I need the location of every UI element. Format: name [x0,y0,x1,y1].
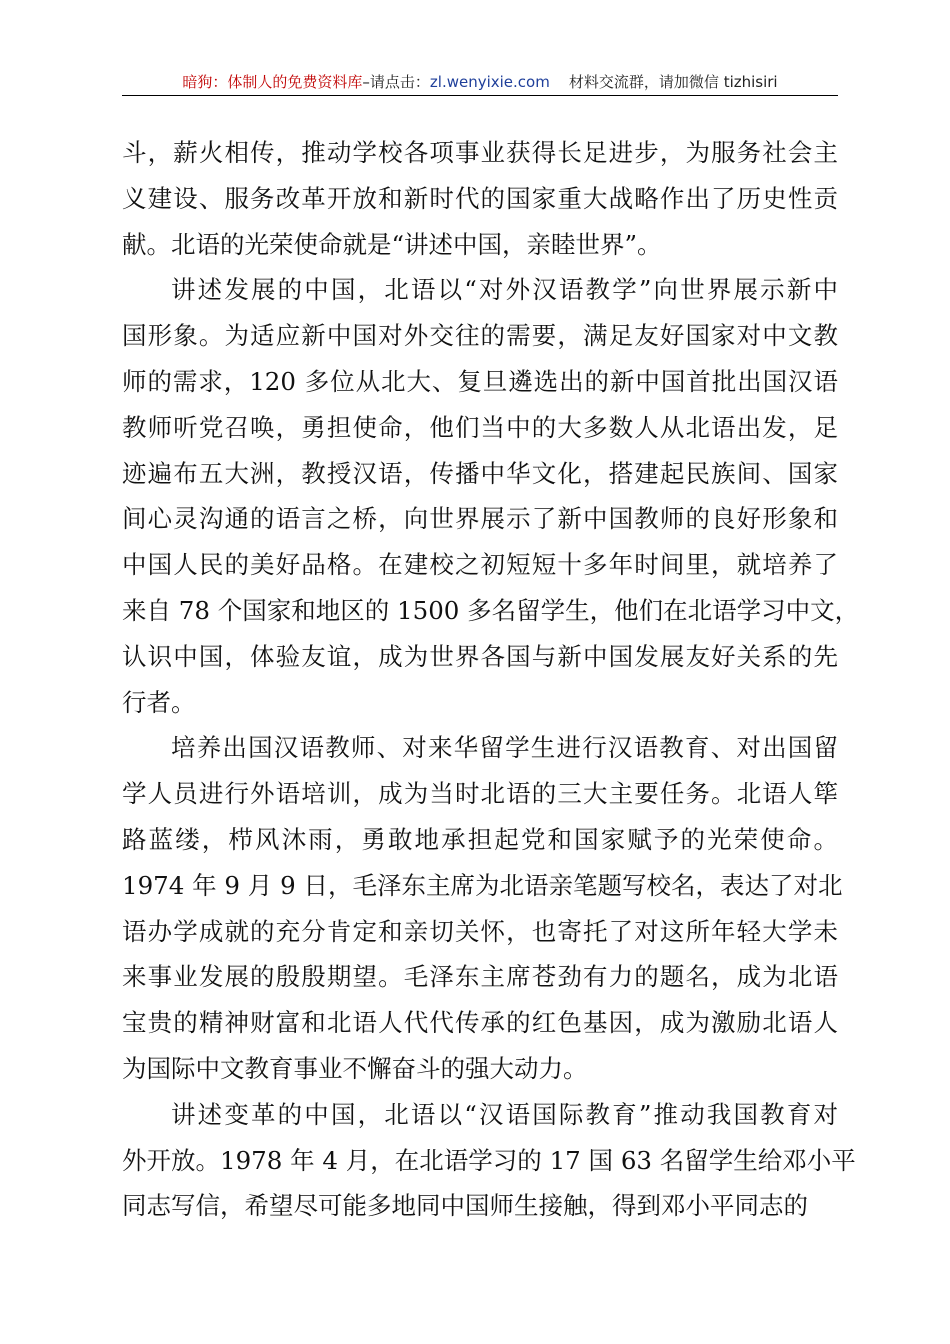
text-line: 来事业发展的殷殷期望。毛泽东主席苍劲有力的题名，成为北语 [122,962,838,992]
text-line: 献。北语的光荣使命就是“讲述中国，亲睦世界”。 [122,229,662,259]
text-line: 教师听党召唤，勇担使命，他们当中的大多数人从北语出发，足 [122,412,838,442]
text-line: 讲述变革的中国，北语以“汉语国际教育”推动我国教育对 [171,1099,838,1129]
text-line: 学人员进行外语培训，成为当时北语的三大主要任务。北语人筚 [122,779,838,809]
text-line: 来自 78 个国家和地区的 1500 多名留学生，他们在北语学习中文， [122,595,860,625]
text-line: 义建设、服务改革开放和新时代的国家重大战略作出了历史性贡 [122,183,838,213]
text-line: 中国人民的美好品格。在建校之初短短十多年时间里，就培养了 [122,550,838,580]
header-promo-text: 暗狗：体制人的免费资料库 [182,73,363,91]
text-line: 国形象。为适应新中国对外交往的需要，满足友好国家对中文教 [122,321,838,351]
text-line: 培养出国汉语教师、对来华留学生进行汉语教育、对出国留 [171,733,838,763]
text-line: 认识中国，体验友谊，成为世界各国与新中国发展友好关系的先 [122,641,838,671]
header-divider [122,95,838,96]
document-body [122,130,860,1229]
text-line: 为国际中文教育事业不懈奋斗的强大动力。 [122,1053,588,1083]
paragraph [122,267,860,725]
text-line: 外开放。1978 年 4 月，在北语学习的 17 国 63 名留学生给邓小平 [122,1145,856,1175]
text-line: 师的需求，120 多位从北大、复旦遴选出的新中国首批出国汉语 [122,366,838,396]
text-line: 宝贵的精神财富和北语人代代传承的红色基因，成为激励北语人 [122,1008,838,1038]
page-header [122,70,838,94]
paragraph [122,1092,856,1229]
header-wechat-text: 材料交流群，请加微信 tizhisiri [568,73,778,91]
text-line: 路蓝缕，栉风沐雨，勇敢地承担起党和国家赋予的光荣使命。 [122,824,838,854]
text-line: 语办学成就的充分肯定和亲切关怀，也寄托了对这所年轻大学未 [122,916,838,946]
text-line: 1974 年 9 月 9 日，毛泽东主席为北语亲笔题写校名，表达了对北 [122,870,843,900]
paragraph [122,725,843,1091]
text-line: 讲述发展的中国，北语以“对外汉语教学”向世界展示新中 [171,275,838,305]
header-click-text: –请点击： [362,73,430,91]
header-url-link[interactable]: zl.wenyixie.com [429,73,550,91]
text-line: 迹遍布五大洲，教授汉语，传播中华文化，搭建起民族间、国家 [122,458,838,488]
text-line: 间心灵沟通的语言之桥，向世界展示了新中国教师的良好形象和 [122,504,838,534]
text-line: 同志写信，希望尽可能多地同中国师生接触，得到邓小平同志的 [122,1191,808,1221]
text-line: 斗，薪火相传，推动学校各项事业获得长足进步，为服务社会主 [122,138,838,167]
paragraph [122,130,838,267]
text-line: 行者。 [122,687,196,717]
